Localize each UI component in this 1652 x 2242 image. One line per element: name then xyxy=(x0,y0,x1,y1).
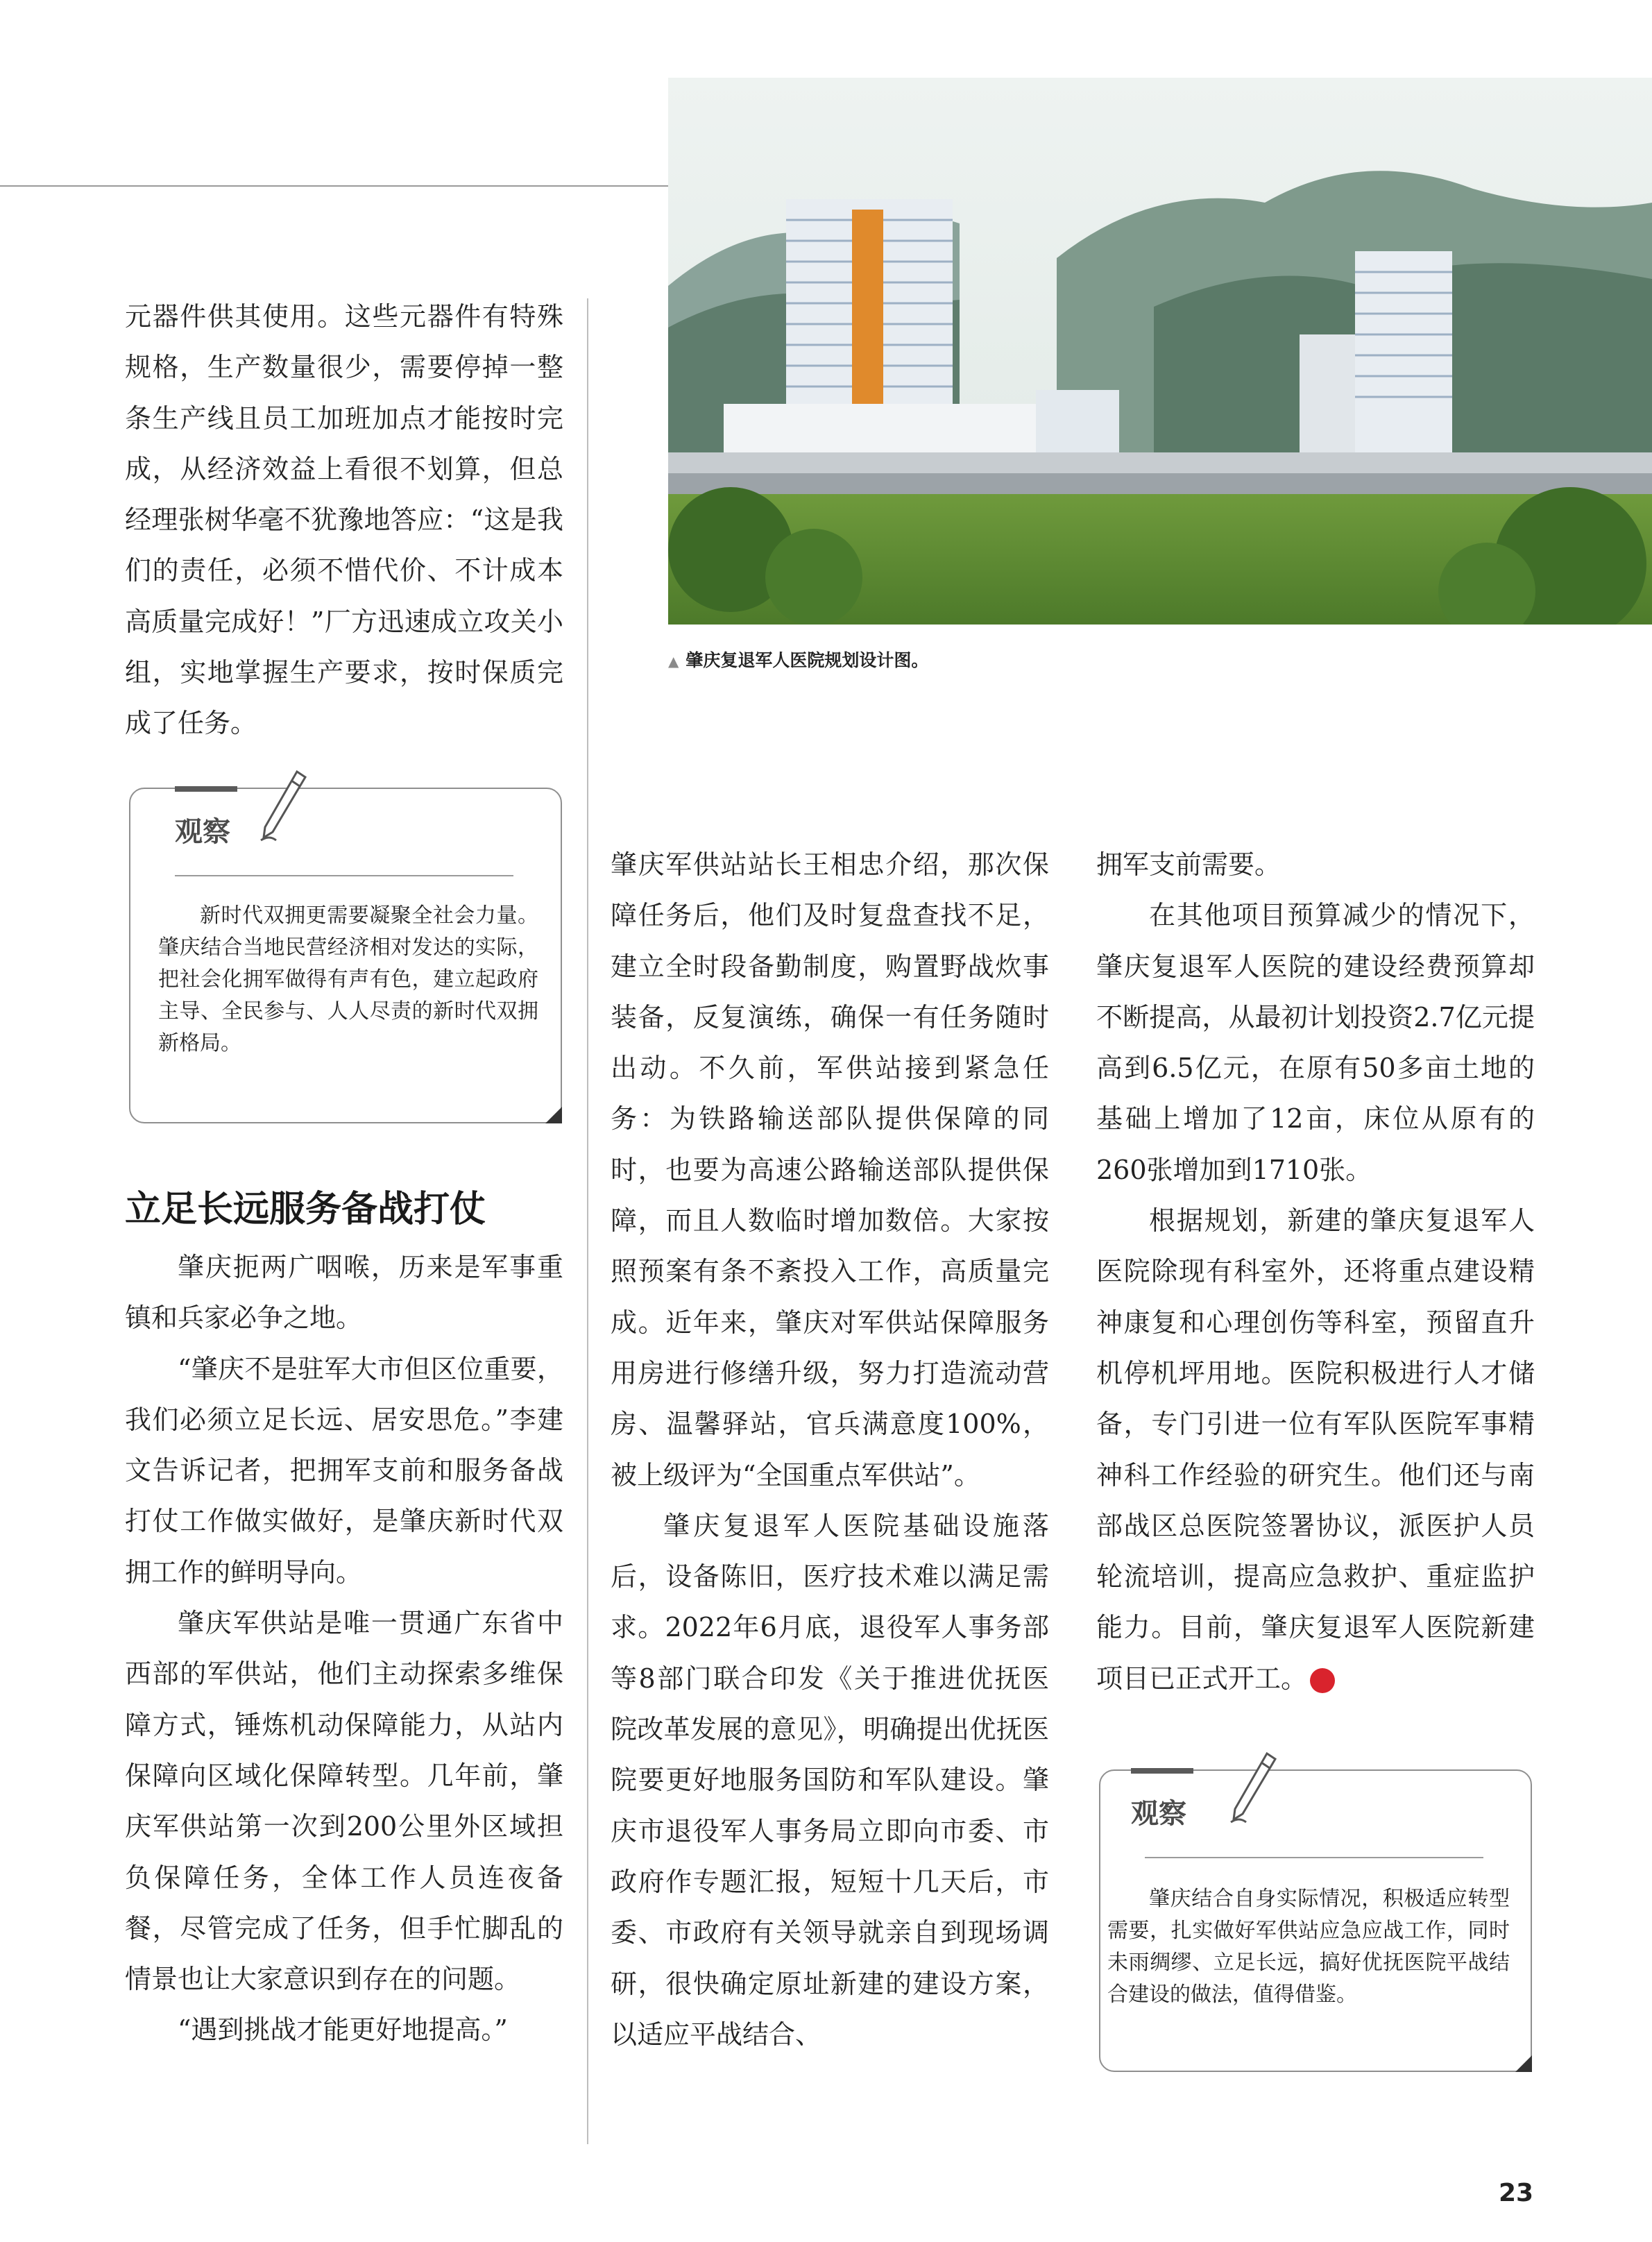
paragraph: 肇庆军供站是唯一贯通广东省中西部的军供站，他们主动探索多维保障方式，锤炼机动保障能力，从站内保障向区域化保障转型。几年前，肇庆军供站第一次到200公里外区域担负保障任务，全体工作人员连夜备餐，尽管完成了任务，但手忙脚乱的情景也让大家意识到存在的问题。 xyxy=(125,1608,563,1995)
paragraph: 在其他项目预算减少的情况下，肇庆复退军人医院的建设经费预算却不断提高，从最初计划投资2.7亿元提高到6.5亿元，在原有50多亩土地的基础上增加了12亩，床位从原有的260张增加到1710张。 xyxy=(1096,900,1535,1185)
paragraph: 拥军支前需要。 xyxy=(1096,849,1281,880)
caption-triangle-icon: ▲ xyxy=(668,653,679,670)
corner-fold xyxy=(1515,2055,1532,2072)
observation-title: 观察 xyxy=(1131,1798,1186,1830)
photo-caption: ▲ 肇庆复退军人医院规划设计图。 xyxy=(668,650,929,670)
observation-text: 肇庆结合自身实际情况，积极适应转型需要，扎实做好军供站应急应战工作，同时未雨绸缪、立足长远，搞好优抚医院平战结合建设的做法，值得借鉴。 xyxy=(1107,1887,1510,2007)
title-underline xyxy=(1145,1857,1483,1858)
section-heading: 立足长远服务备战打仗 xyxy=(125,1189,486,1230)
paragraph: “肇庆不是驻军大市但区位重要，我们必须立足长远、居安思危。”李建文告诉记者，把拥军支前和服务备战打仗工作做实做好，是肇庆新时代双拥工作的鲜明导向。 xyxy=(125,1353,563,1588)
column-1-bottom-text xyxy=(125,1242,563,2056)
corner-fold xyxy=(545,1107,562,1123)
paragraph: 肇庆扼两广咽喉，历来是军事重镇和兵家必争之地。 xyxy=(125,1252,563,1334)
observation-box-2 xyxy=(1099,1769,1532,2072)
observation-text: 新时代双拥更需要凝聚全社会力量。肇庆结合当地民营经济相对发达的实际，把社会化拥军做得有声有色，建立起政府主导、全民参与、人人尽责的新时代双拥新格局。 xyxy=(158,903,538,1055)
paragraph: “遇到挑战才能更好地提高。” xyxy=(178,2014,508,2046)
pen-icon xyxy=(1225,1750,1281,1826)
column-3-text xyxy=(1096,840,1535,1704)
column-divider xyxy=(587,298,588,2144)
column-2-text xyxy=(611,840,1049,2060)
observation-box-1 xyxy=(129,788,562,1123)
paragraph-text: 根据规划，新建的肇庆复退军人医院除现有科室外，还将重点建设精神康复和心理创伤等科室，预留直升机停机坪用地。医院积极进行人才储备，专门引进一位有军队医院军事精神科工作经验的研究生。他们还与南部战区总医院签署协议，派医护人员轮流培训，提高应急救护、重症监护能力。目前，肇庆复退军人医院新建项目已正式开工。 xyxy=(1096,1205,1535,1694)
title-bar xyxy=(175,786,237,792)
pen-icon xyxy=(255,768,311,844)
observation-title: 观察 xyxy=(175,816,230,848)
title-bar xyxy=(1131,1768,1193,1774)
top-rule xyxy=(0,185,670,187)
column-1-top-text xyxy=(125,291,563,749)
paragraph: 肇庆复退军人医院基础设施落后，设备陈旧，医疗技术难以满足需求。2022年6月底，退役军人事务部等8部门联合印发《关于推进优抚医院改革发展的意见》，明确提出优抚医院要更好地服务国防和军队建设。肇庆市退役军人事务局立即向市委、市政府作专题汇报，短短十几天后，市委、市政府有关领导就亲自到现场调研，很快确定原址新建的建设方案，以适应平战结合、 xyxy=(611,1510,1049,2050)
end-mark-icon: N xyxy=(1310,1668,1335,1693)
title-underline xyxy=(175,875,513,876)
paragraph xyxy=(1096,1196,1535,1704)
hospital-rendering-image xyxy=(668,78,1652,625)
page-number: 23 xyxy=(1499,2179,1534,2207)
paragraph: 元器件供其使用。这些元器件有特殊规格，生产数量很少，需要停掉一整条生产线且员工加班加点才能按时完成，从经济效益上看很不划算，但总经理张树华毫不犹豫地答应：“这是我们的责任，必须不惜代价、不计成本高质量完成好！”厂方迅速成立攻关小组，实地掌握生产要求，按时保质完成了任务。 xyxy=(125,301,563,739)
paragraph: 肇庆军供站站长王相忠介绍，那次保障任务后，他们及时复盘查找不足，建立全时段备勤制度，购置野战炊事装备，反复演练，确保一有任务随时出动。不久前，军供站接到紧急任务：为铁路输送部队提供保障的同时，也要为高速公路输送部队提供保障，而且人数临时增加数倍。大家按照预案有条不紊投入工作，高质量完成。近年来，肇庆对军供站保障服务用房进行修缮升级，努力打造流动营房、温馨驿站，官兵满意度100%，被上级评为“全国重点军供站”。 xyxy=(611,849,1049,1491)
